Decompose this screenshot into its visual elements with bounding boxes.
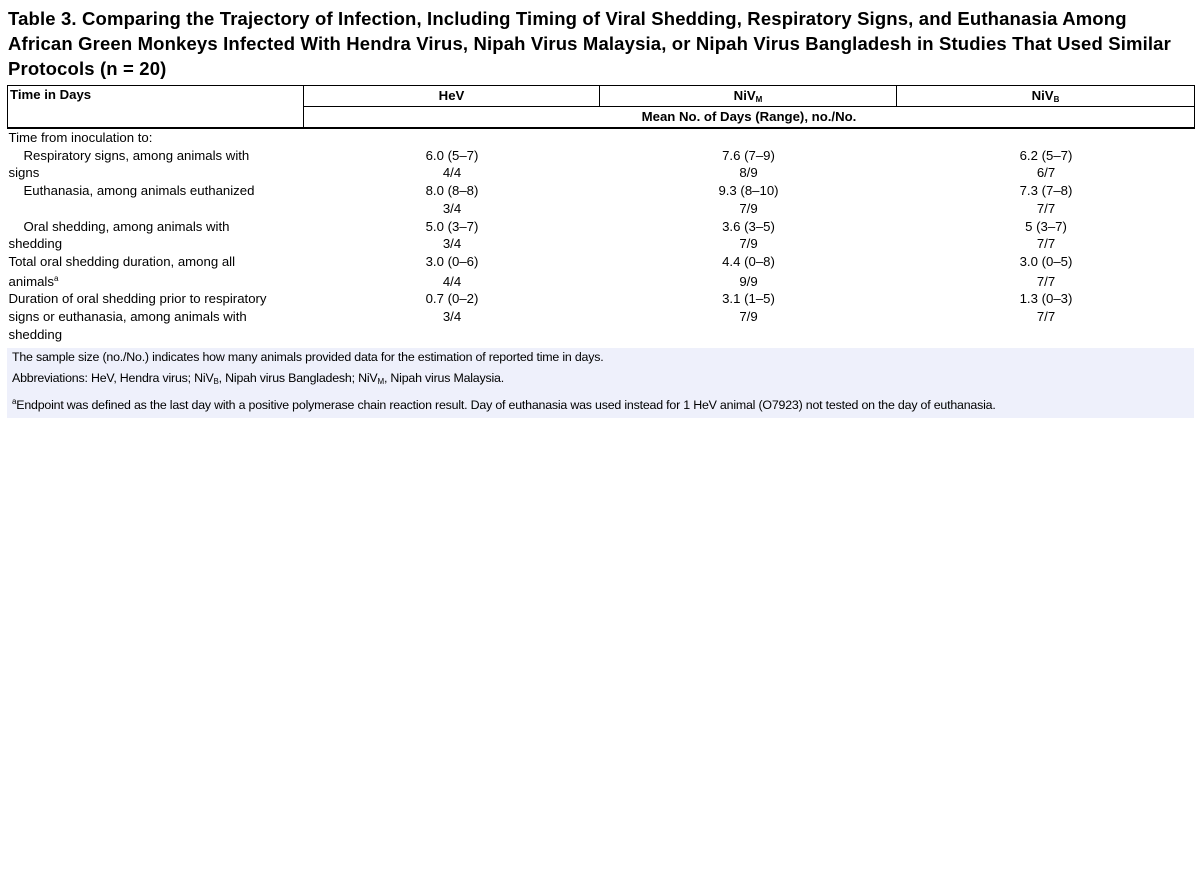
cell-mean: 3.1 (1–5) [722, 291, 775, 307]
cell-count: 4/4 [442, 165, 462, 181]
row-label-line: Euthanasia, among animals euthanized [23, 183, 255, 199]
row-label-line: signs [8, 165, 40, 181]
cell-count: 3/4 [442, 200, 462, 216]
cell-count: 3/4 [442, 309, 462, 325]
footnote-abbreviations [12, 371, 504, 385]
cell-mean: 9.3 (8–10) [718, 183, 779, 199]
header-hev: HeV [304, 86, 600, 107]
row-label [8, 147, 304, 182]
row-label-spacer [9, 200, 304, 218]
cell-nivb [897, 253, 1195, 290]
table-row [8, 253, 1195, 290]
table-row [8, 128, 1195, 147]
cell-mean: 5.0 (3–7) [425, 218, 479, 234]
cell-count: 7/7 [1036, 200, 1056, 216]
cell-mean: 8.0 (8–8) [425, 183, 479, 199]
footnote-sample-size: The sample size (no./No.) indicates how many animals provided data for the estimation of reported time in days. [12, 350, 604, 364]
abbrev-sub: B [213, 377, 219, 386]
cell-count: 8/9 [739, 165, 758, 181]
cell-nivm [600, 218, 897, 253]
table-title: Table 3. Comparing the Trajectory of Infection, Including Timing of Viral Shedding, Respiratory Signs, and Euthanasia Among African Green Monkeys Infected With Hendra Virus, Nipah Virus Malaysia, or Nipah Virus Bangladesh in Studies That Used Similar Protocols (n = 20) [8, 8, 1171, 79]
cell-nivb [897, 218, 1195, 253]
column-header-row [8, 86, 1195, 107]
cell-count: 6/7 [1036, 165, 1056, 181]
row-label [8, 290, 304, 343]
cell-mean: 6.2 (5–7) [1019, 147, 1073, 163]
header-nivm-sub: M [755, 95, 763, 104]
cell-count: 7/9 [739, 200, 758, 216]
cell-hev [304, 290, 600, 343]
cell-mean: 5 (3–7) [1025, 218, 1067, 234]
row-label-line: Oral shedding, among animals with [23, 218, 230, 234]
cell-nivm [600, 182, 897, 217]
header-nivm [600, 86, 897, 107]
header-nivb [897, 86, 1195, 107]
cell-mean: 7.3 (7–8) [1019, 183, 1073, 199]
cell-mean: 4.4 (0–8) [722, 253, 775, 269]
cell-hev [304, 182, 600, 217]
cell-count: 3/4 [442, 236, 462, 252]
cell-mean: 7.6 (7–9) [722, 147, 775, 163]
cell-nivb [897, 182, 1195, 217]
data-table [7, 85, 1195, 343]
cell-count: 7/7 [1036, 273, 1056, 289]
footnote-endpoint [12, 398, 996, 412]
cell-mean: 3.6 (3–5) [722, 218, 775, 234]
abbrev-text: Abbreviations: HeV, Hendra virus; NiV [12, 371, 214, 385]
cell-mean: 6.0 (5–7) [425, 147, 479, 163]
cell-count: 7/7 [1036, 309, 1056, 325]
cell-mean: 3.0 (0–6) [425, 253, 479, 269]
row-label-line: Respiratory signs, among animals with [23, 147, 250, 163]
table-row [8, 182, 1195, 217]
endpoint-text: Endpoint was defined as the last day with a positive polymerase chain reaction result. Day of euthanasia was used instead for 1 HeV animal (O7923) not tested on the day of euthanasia. [16, 398, 996, 412]
subheader-blank [8, 107, 304, 129]
cell-count: 7/9 [739, 309, 758, 325]
table-row [8, 147, 1195, 182]
abbrev-text: , Nipah virus Bangladesh; NiV [218, 371, 378, 385]
cell-count: 7/7 [1036, 236, 1056, 252]
cell-nivm [600, 253, 897, 290]
cell-mean: 0.7 (0–2) [425, 291, 479, 307]
footnote-marker: a [12, 397, 17, 406]
row-label-line: Duration of oral shedding prior to respiratory [8, 291, 267, 307]
row-label [8, 218, 304, 253]
row-label [8, 182, 304, 217]
cell-mean: 1.3 (0–3) [1019, 291, 1073, 307]
cell-nivb [897, 147, 1195, 182]
table-row [8, 218, 1195, 253]
cell-mean: 3.0 (0–5) [1019, 253, 1073, 269]
abbrev-text: , Nipah virus Malaysia. [383, 371, 504, 385]
subheader-row [8, 107, 1195, 129]
row-label-line: shedding [8, 236, 63, 252]
header-time-in-days: Time in Days [8, 86, 304, 107]
row-label-text: animals [8, 273, 54, 289]
cell-hev [304, 253, 600, 290]
header-nivb-sub: B [1053, 95, 1060, 104]
cell-nivm [600, 290, 897, 343]
row-label-line: signs or euthanasia, among animals with [8, 309, 247, 325]
cell-hev [304, 218, 600, 253]
cell-nivb [897, 290, 1195, 343]
footnote-marker: a [53, 273, 59, 283]
section-label: Time from inoculation to: [8, 130, 153, 145]
subheader-mean-days: Mean No. of Days (Range), no./No. [304, 107, 1195, 129]
cell-count: 4/4 [442, 273, 462, 289]
row-label-line: Total oral shedding duration, among all [8, 253, 236, 269]
row-label-line [9, 271, 304, 291]
row-label-line: shedding [8, 326, 63, 342]
cell-nivm [600, 147, 897, 182]
table-row [8, 290, 1195, 343]
header-nivb-base: NiV [1031, 88, 1054, 103]
row-label [8, 253, 304, 290]
cell-count: 7/9 [739, 236, 758, 252]
cell-hev [304, 147, 600, 182]
table-footnotes [7, 348, 1194, 418]
abbrev-sub: M [377, 377, 384, 386]
header-nivm-base: NiV [733, 88, 756, 103]
cell-count: 9/9 [739, 273, 758, 289]
